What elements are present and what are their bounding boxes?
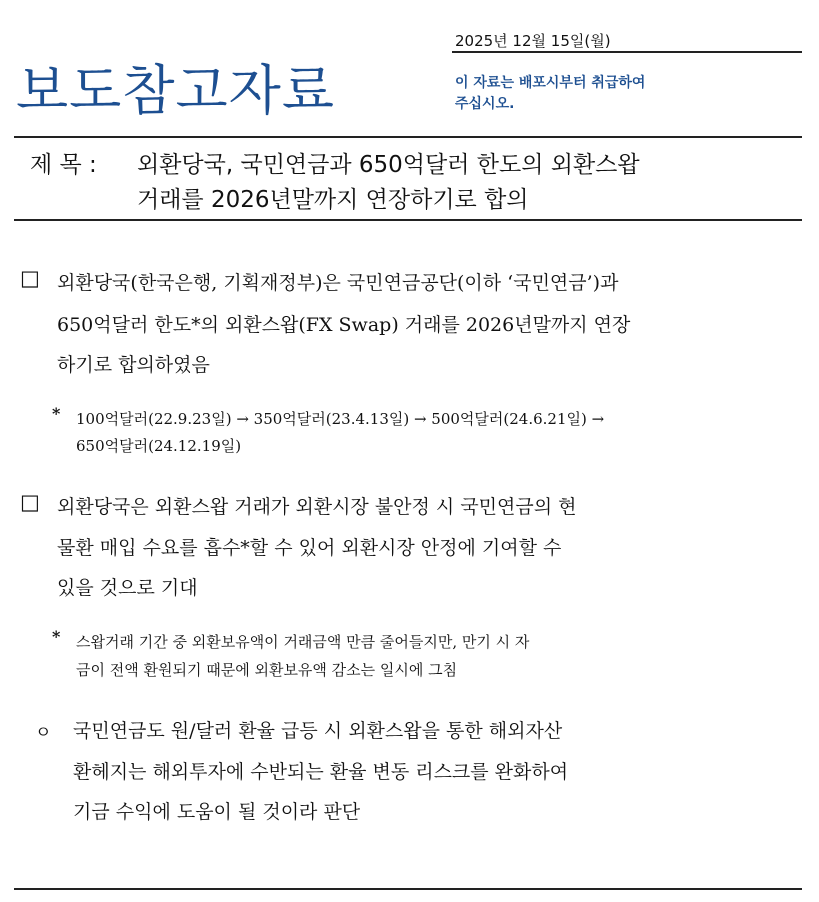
section-2-note-marker: *	[52, 627, 61, 646]
section-1-bullet: □	[20, 266, 40, 290]
embargo-notice-line-1: 이 자료는 배포시부터 취급하여	[455, 75, 646, 91]
section-1-note-marker: *	[52, 404, 61, 423]
section-2-note-line-2: 금이 전액 환원되기 때문에 외환보유액 감소는 일시에 그침	[76, 661, 458, 679]
subject-bottom-rule	[14, 219, 802, 221]
section-2-bullet: □	[20, 490, 40, 514]
section-2-line-1: 외환당국은 외환스왑 거래가 외환시장 불안정 시 국민연금의 현	[57, 496, 577, 518]
section-2-line-3: 있을 것으로 기대	[57, 577, 198, 599]
subject-line-1: 외환당국, 국민연금과 650억달러 한도의 외환스왑	[137, 152, 640, 178]
section-2-line-2: 물환 매입 수요를 흡수*할 수 있어 외환시장 안정에 기여할 수	[57, 537, 562, 559]
footer-rule	[14, 888, 802, 890]
embargo-notice-line-2: 주십시오.	[455, 96, 515, 112]
section-1-line-3: 하기로 합의하였음	[57, 354, 210, 376]
release-date: 2025년 12월 15일(월)	[455, 32, 611, 50]
section-1-line-2: 650억달러 한도*의 외환스왑(FX Swap) 거래를 2026년말까지 연장	[57, 314, 631, 336]
subject-line-2: 거래를 2026년말까지 연장하기로 합의	[137, 187, 529, 213]
section-1-line-1: 외환당국(한국은행, 기획재정부)은 국민연금공단(이하 ‘국민연금’)과	[57, 272, 619, 294]
section-3-line-3: 기금 수익에 도움이 될 것이라 판단	[73, 801, 361, 823]
date-underline	[452, 51, 802, 53]
section-2-note-line-1: 스왑거래 기간 중 외환보유액이 거래금액 만큼 줄어들지만, 만기 시 자	[76, 633, 530, 651]
section-3-bullet: ㅇ	[35, 723, 52, 743]
section-3-line-1: 국민연금도 원/달러 환율 급등 시 외환스왑을 통한 해외자산	[73, 720, 563, 742]
section-1-note-line-1: 100억달러(22.9.23일) → 350억달러(23.4.13일) → 500억달러(24.6.21일) →	[76, 410, 605, 428]
section-1-note-line-2: 650억달러(24.12.19일)	[76, 437, 242, 455]
subject-label: 제 목 :	[30, 152, 97, 178]
subject-top-rule	[14, 136, 802, 138]
section-3-line-2: 환헤지는 해외투자에 수반되는 환율 변동 리스크를 완화하여	[73, 761, 569, 783]
document-type-title: 보도참고자료	[16, 59, 335, 122]
